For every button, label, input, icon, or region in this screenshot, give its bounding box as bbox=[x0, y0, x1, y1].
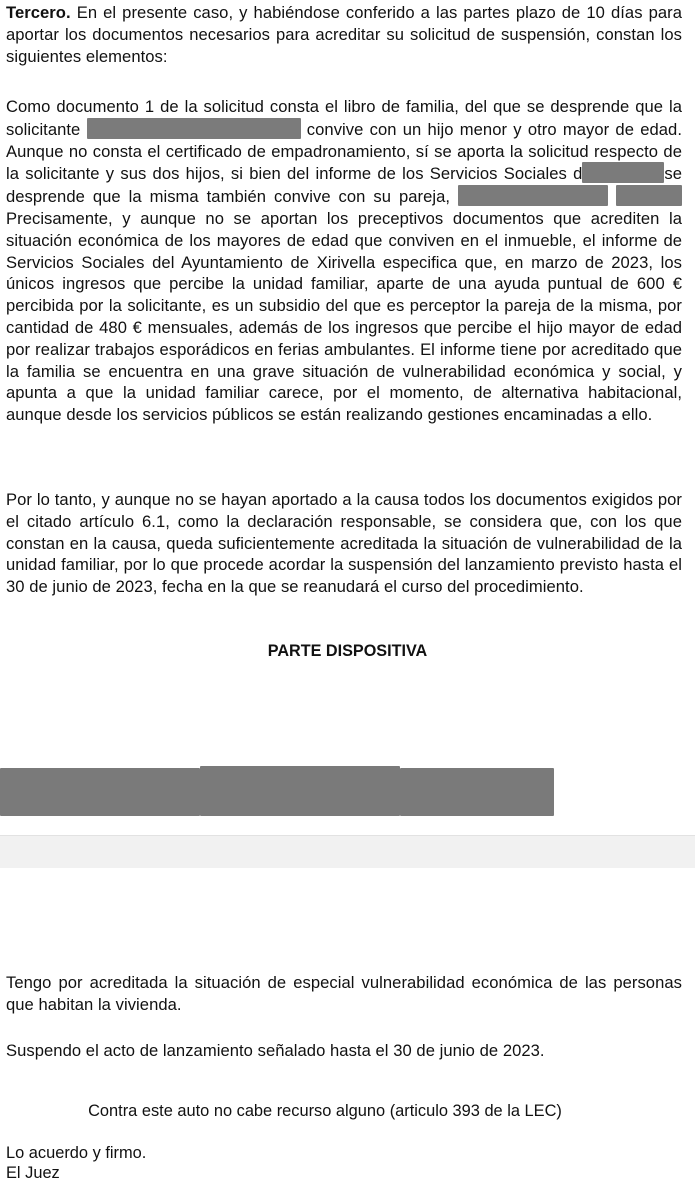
paragraph-recurso: Contra este auto no cabe recurso alguno (articulo 393 de la LEC) bbox=[88, 1102, 562, 1120]
page-separator bbox=[0, 835, 695, 869]
paragraph-tercero bbox=[6, 2, 682, 67]
paragraph-acreditada: Tengo por acreditada la situación de especial vulnerabilidad económica de las personas que habitan la vivienda. bbox=[6, 973, 682, 1014]
redaction-block-right bbox=[400, 768, 554, 816]
p2-part-c: se desprende que la misma también convive con su pareja, bbox=[6, 164, 682, 207]
paragraph-por-lo-tanto: Por lo tanto, y aunque no se hayan aportado a la causa todos los documentos exigidos por el citado artículo 6.1, como la declaración responsable, se considera que, con los que constan en la causa, queda suficientemente acreditada la situación de vulnerabilidad de la unidad familiar, por lo que procede acordar la suspensión del lanzamiento previsto hasta el 30 de junio de 2023, fecha en la que se reanudará el curso del procedimiento. bbox=[6, 490, 682, 597]
p2-part-a: Como documento 1 de la solicitud consta el libro de familia, del que se desprende que la solicitante bbox=[6, 97, 682, 139]
section-heading-parte-dispositiva: PARTE DISPOSITIVA bbox=[267, 642, 428, 660]
tercero-label: Tercero. bbox=[6, 3, 71, 22]
paragraph-libro-familia bbox=[6, 96, 682, 426]
p2-part-d: Precisamente, y aunque no se aportan los preceptivos documentos que acrediten la situación económica de los mayores de edad que conviven en el inmueble, el informe de Servicios Sociales del Ayuntamiento de Xirivella especifica que, en marzo de 2023, los únicos ingresos que percibe la unidad familiar, aparte de una ayuda puntual de 600 € percibida por la solicitante, es un subsidio del que es perceptor la pareja de la misma, por cantidad de 480 € mensuales, además de los ingresos que percibe el hijo mayor de edad por realizar trabajos esporádicos en ferias ambulantes. El informe tiene por acreditado que la familia se encuentra en una grave situación de vulnerabilidad económica y social, y apunta a que la unidad familiar carece, por el momento, de alternativa habitacional, aunque desde los servicios públicos se están realizando gestiones encaminadas a ello. bbox=[6, 208, 682, 425]
redaction-block-left bbox=[0, 768, 200, 816]
redaction-block-middle bbox=[200, 766, 400, 816]
p2-part-b: convive con un hijo menor y otro mayor de edad. Aunque no consta el certificado de empadronamiento, sí se aporta la solicitud respecto de la solicitante y sus dos hijos, si bien del informe de los Servicios Sociales d bbox=[6, 119, 682, 184]
redaction-municipality bbox=[582, 162, 664, 183]
redaction-partner-name bbox=[458, 185, 608, 206]
tercero-text: En el presente caso, y habiéndose conferido a las partes plazo de 10 días para aportar los documentos necesarios para acreditar su solicitud de suspensión, constan los siguientes elementos: bbox=[6, 3, 682, 66]
redaction-solicitante-name bbox=[87, 118, 301, 139]
signature-line-juez: El Juez bbox=[6, 1164, 60, 1182]
redaction-partner-id bbox=[616, 185, 682, 206]
paragraph-suspendo: Suspendo el acto de lanzamiento señalado hasta el 30 de junio de 2023. bbox=[6, 1041, 545, 1060]
signature-line-acuerdo: Lo acuerdo y firmo. bbox=[6, 1144, 147, 1162]
